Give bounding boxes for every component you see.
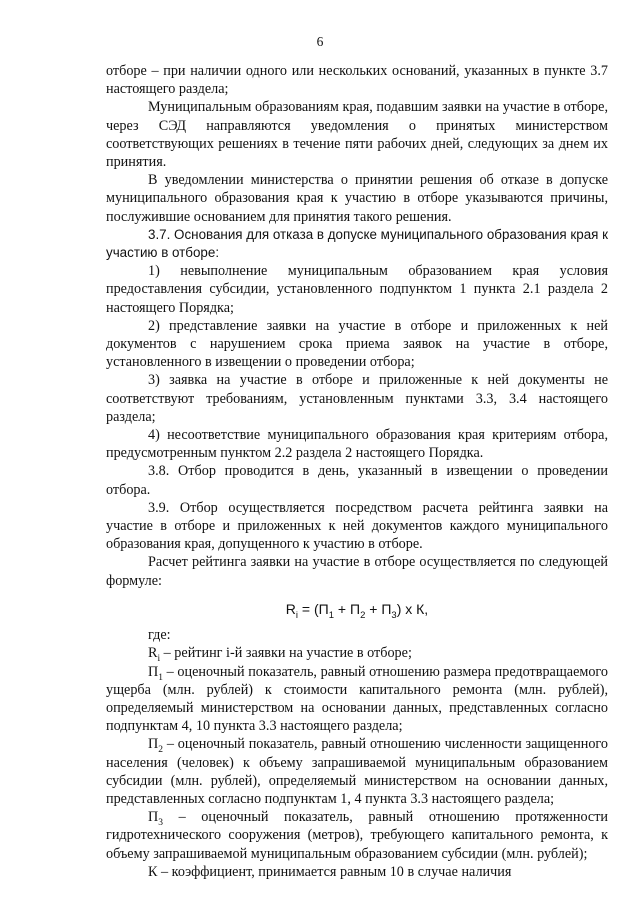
- list-item-2: 2) представление заявки на участие в отборе и приложенных к ней документов с нарушением срока приема заявок на участие в отборе, установленного в извещении о проведении отбора;: [106, 317, 608, 371]
- clause-3-9: 3.9. Отбор осуществляется посредством расчета рейтинга заявки на участие в отборе и приложенных к ней документов каждого муниципального образования края, допущенного к участию в отборе.: [106, 499, 608, 553]
- definition-ri-text: – рейтинг i-й заявки на участие в отборе;: [160, 645, 412, 662]
- paragraph-notification: Муниципальным образованиям края, подавшим заявки на участие в отборе, через СЭД направляются уведомления о принятых министерством соответствующих решениях в течение пяти рабочих дней, следующих за днем их принятия.: [106, 99, 608, 171]
- definition-ri: [106, 644, 608, 665]
- clause-3-7: 3.7. Основания для отказа в допуске муниципального образования края к участию в отборе:: [106, 226, 608, 261]
- formula-eq: = (П: [298, 600, 329, 617]
- where-label: где:: [148, 627, 171, 644]
- definition-p3: [106, 808, 608, 863]
- definition-ri-symbol: R: [148, 645, 158, 662]
- definition-p1: [106, 663, 608, 736]
- paragraph-refusal-notice: В уведомлении министерства о принятии решения об отказе в допуске муниципального образования края к участию в отборе указываются причины, послужившие основанием для принятия такого решения.: [106, 172, 608, 225]
- formula-sub-3: 3: [391, 609, 397, 621]
- definition-p1-text: – оценочный показатель, равный отношению размера предотвращаемого ущерба (млн. рублей) к стоимости капитального ремонта (млн. рублей), определяемый министерством на основании данных, представленных согласно подпунктам 4, 10 пункта 3.3 настоящего раздела;: [106, 663, 608, 735]
- definition-p1-symbol: П: [148, 663, 159, 680]
- definition-k: К – коэффициент, принимается равным 10 в случае наличия: [148, 863, 512, 880]
- formula-sub-1: 1: [328, 609, 335, 621]
- formula-lhs-sub: i: [295, 609, 299, 621]
- definition-p3-symbol: П: [148, 809, 159, 826]
- page-number: 6: [316, 34, 324, 49]
- list-item-1: 1) невыполнение муниципальным образованием края условия предоставления субсидии, установленного подпунктом 1 пункта 2.1 раздела 2 настоящего Порядка;: [106, 263, 608, 316]
- definition-p2: [106, 735, 608, 808]
- definition-p3-sub: 3: [158, 817, 163, 828]
- formula-tail: ) х К,: [396, 600, 429, 617]
- definition-p2-text: – оценочный показатель, равный отношению численности защищенного населения (человек) к объему запрашиваемой муниципальным образованием субсидии (млн. рублей), определяемый министерством на основании данных, представленных согласно подпунктам 1, 4 пункта 3.3 настоящего раздела;: [106, 736, 608, 807]
- document-body: [106, 62, 608, 881]
- formula-plus-1: + П: [334, 600, 361, 617]
- definition-p1-sub: 1: [158, 672, 163, 683]
- paragraph-continuation: отборе – при наличии одного или нескольких оснований, указанных в пункте 3.7 настоящего раздела;: [106, 63, 608, 98]
- definition-p3-text: – оценочный показатель, равный отношению протяженности гидротехнического сооружения (метров), требующего капитального ремонта, к объему запрашиваемой муниципальным образованием субсидии (млн. рублей);: [106, 809, 608, 862]
- list-item-3: 3) заявка на участие в отборе и приложенные к ней документы не соответствуют требованиям, установленным пунктами 3.3, 3.4 настоящего раздела;: [106, 372, 608, 425]
- formula-lhs: R: [285, 600, 296, 617]
- definition-ri-sub: i: [157, 654, 161, 665]
- definition-p2-symbol: П: [148, 736, 159, 753]
- clause-3-8: 3.8. Отбор проводится в день, указанный в извещении о проведении отбора.: [106, 463, 608, 498]
- formula-plus-2: + П: [365, 600, 392, 617]
- formula-sub-2: 2: [360, 609, 366, 621]
- rating-formula: [106, 600, 608, 621]
- paragraph-formula-intro: Расчет рейтинга заявки на участие в отборе осуществляется по следующей формуле:: [106, 554, 608, 589]
- list-item-4: 4) несоответствие муниципального образования края критериям отбора, предусмотренным пунктом 2.2 раздела 2 настоящего Порядка.: [106, 427, 608, 462]
- definition-p2-sub: 2: [158, 745, 163, 756]
